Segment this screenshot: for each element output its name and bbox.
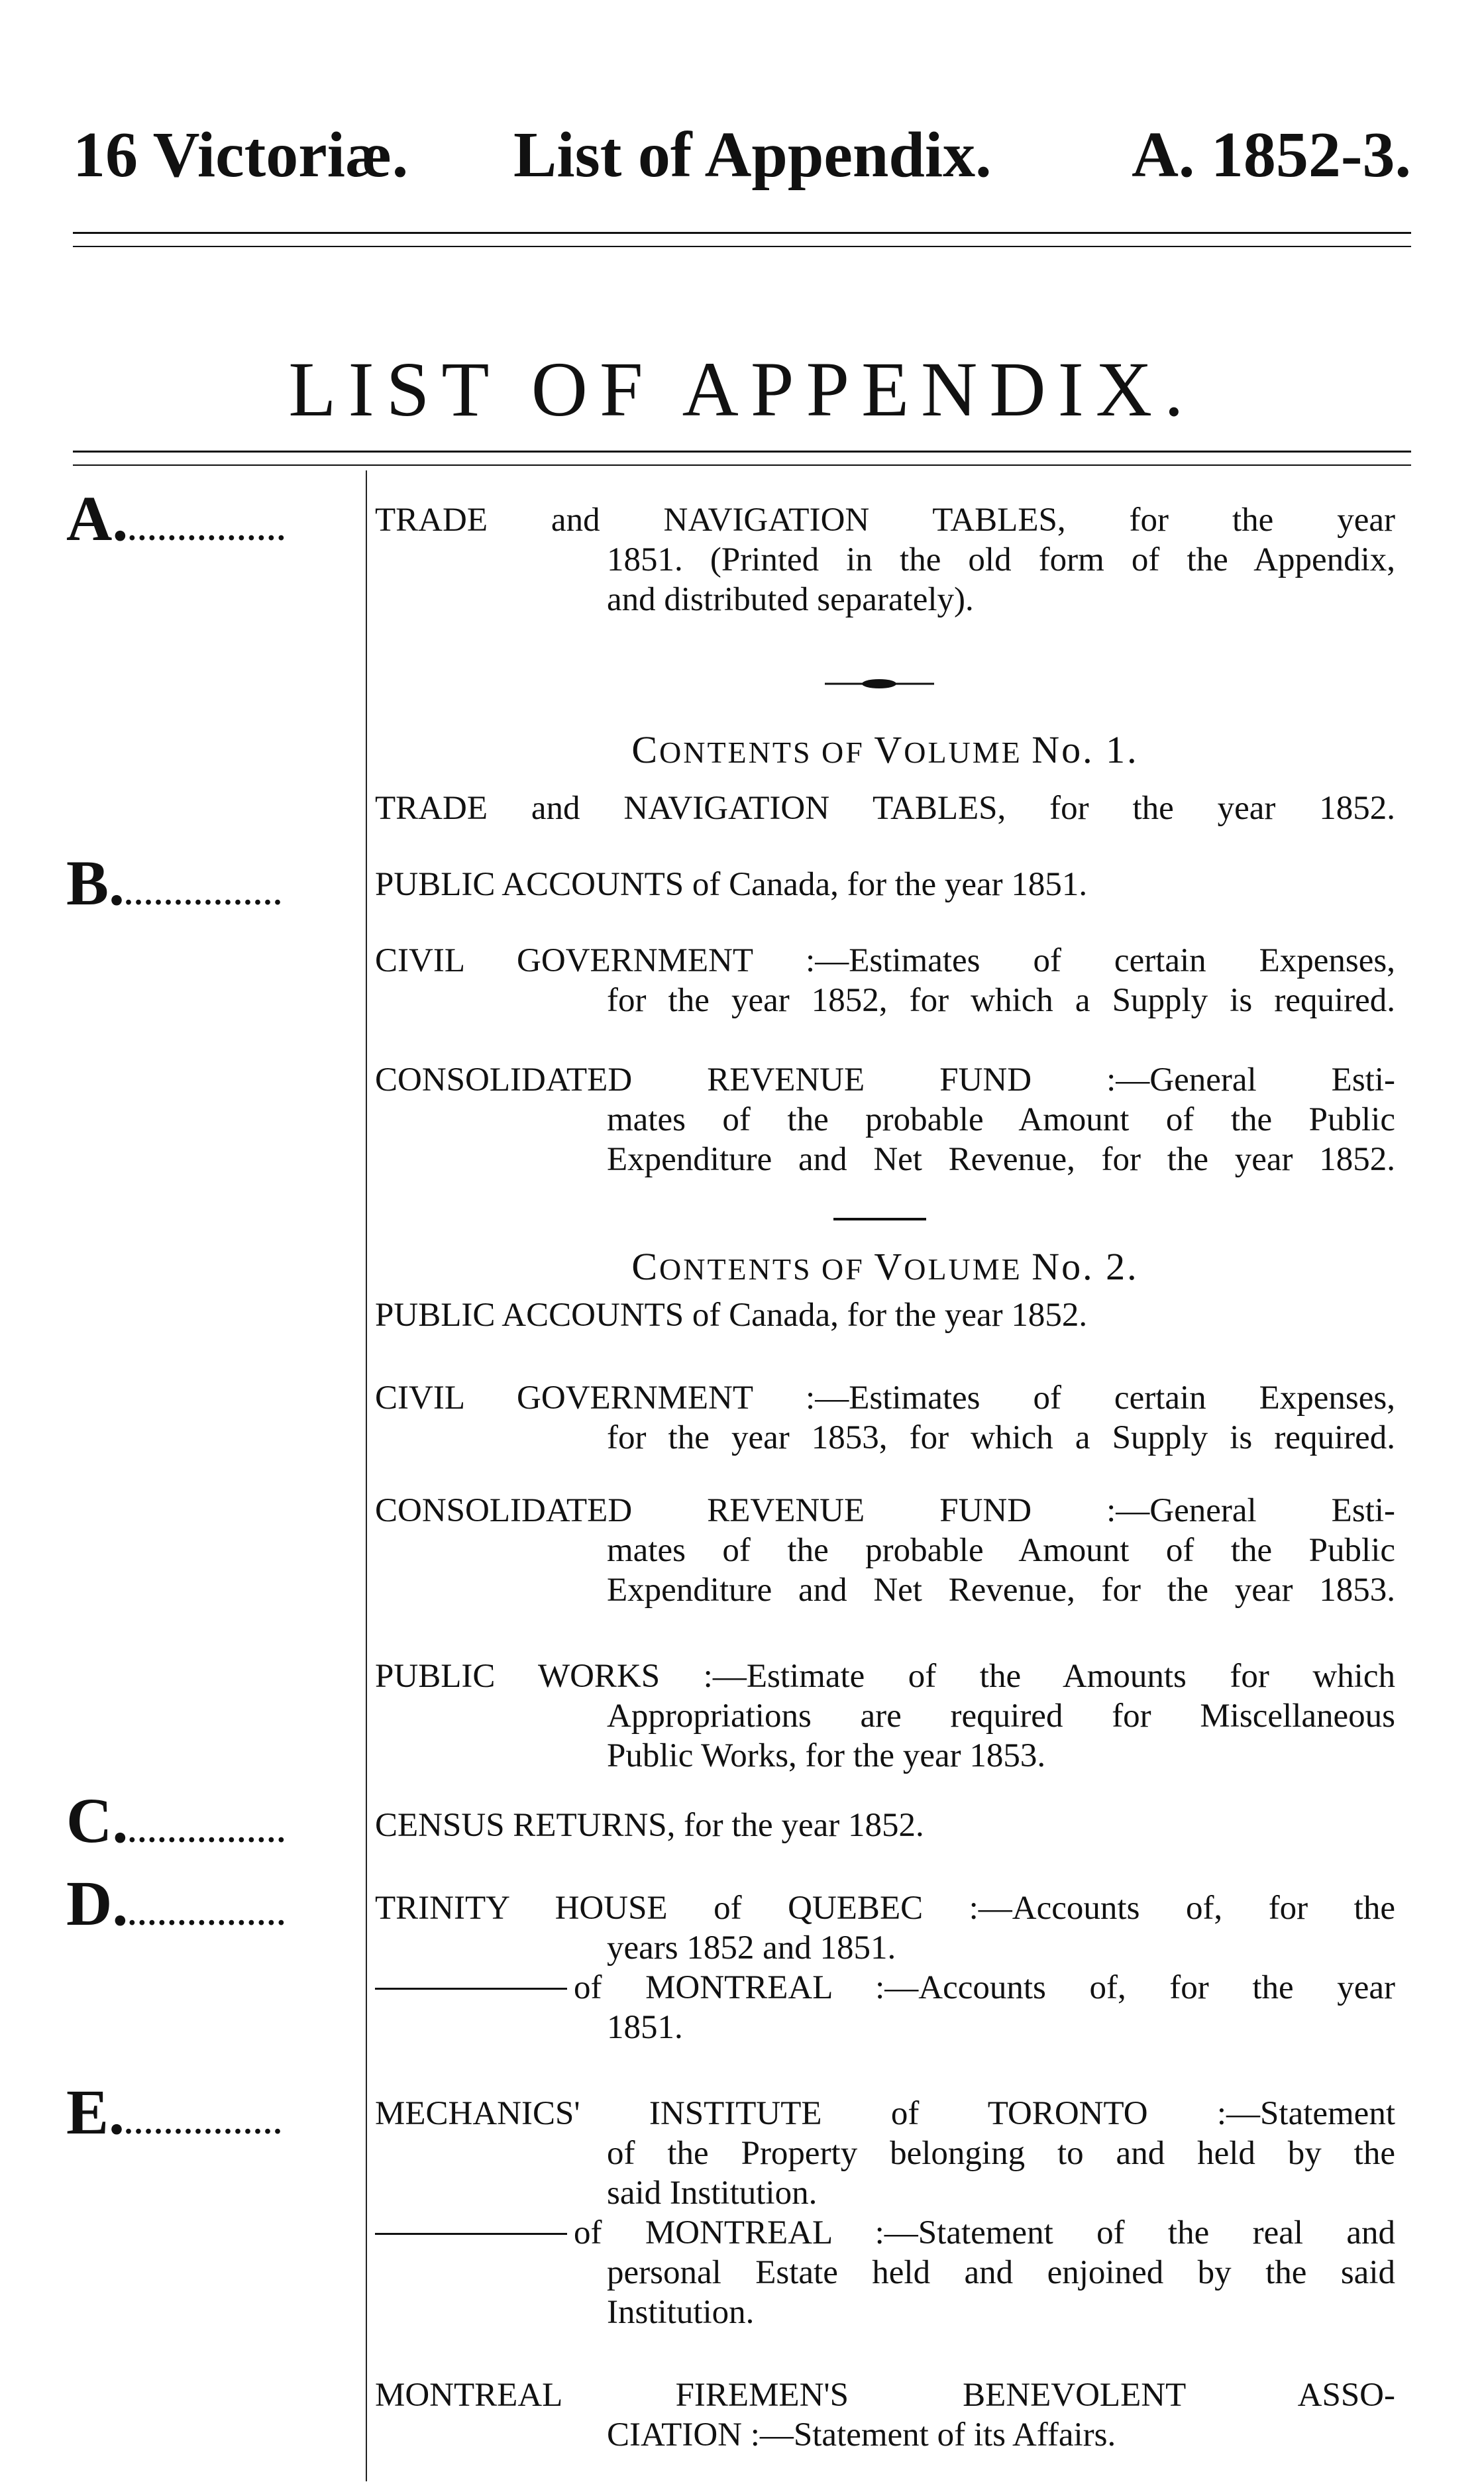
header-double-rule (73, 232, 1411, 247)
vol2-rest: ONTENTS OF (659, 1252, 874, 1286)
letter-a-leader: ................ (128, 512, 288, 547)
entry-d-trinity-house-montreal (375, 1968, 1395, 2047)
entry-b3-line-1: CONSOLIDATED REVENUE FUND :—General Esti- (375, 1061, 1395, 1099)
entry-vol1-trade-tables (375, 788, 1395, 828)
entry-e3-line-2: CIATION :—Statement of its Affairs. (607, 2416, 1116, 2454)
entry-b-civil-government-1853 (375, 1378, 1395, 1458)
letter-b-leader: ................ (125, 877, 284, 912)
entry-b-civil-government-1852 (375, 941, 1395, 1020)
ditto-dash (375, 1988, 567, 1990)
running-head-left: 16 Victoriæ. (73, 119, 409, 191)
section-short-rule (833, 1218, 926, 1220)
entry-e1-line-1: MECHANICS' INSTITUTE of TORONTO :—Statement (375, 2095, 1395, 2132)
vol1-c: C (631, 728, 659, 771)
entry-b1-line: PUBLIC ACCOUNTS of Canada, for the year 1851. (375, 866, 1088, 903)
appendix-letter-b (66, 847, 284, 918)
entry-b2-line-2: for the year 1852, for which a Supply is required. (607, 982, 1395, 1019)
entry-b6-line-2: mates of the probable Amount of the Public (607, 1532, 1395, 1569)
entry-d2-line-1: of MONTREAL :—Accounts of, for the year (574, 1969, 1395, 2006)
entry-b5-line-2: for the year 1853, for which a Supply is required. (607, 1419, 1395, 1456)
entry-c-census-returns (375, 1806, 1395, 1845)
entry-b6-line-3: Expenditure and Net Revenue, for the year 1853. (607, 1572, 1395, 1609)
vol1-vrest: OLUME (904, 735, 1032, 769)
entry-b3-line-2: mates of the probable Amount of the Public (607, 1101, 1395, 1138)
entry-e-firemen-association (375, 2375, 1395, 2455)
entry-b-consolidated-revenue-1853 (375, 1491, 1395, 1610)
entry-d2-line-1-wrap (375, 1968, 1395, 2008)
entry-a-line-3: and distributed separately). (607, 581, 974, 618)
entry-a-line-1: TRADE and NAVIGATION TABLES, for the year (375, 502, 1395, 539)
entry-b3-line-3: Expenditure and Net Revenue, for the year 1852. (607, 1141, 1395, 1178)
contents-volume-2-heading (375, 1244, 1395, 1289)
entry-b6-line-1: CONSOLIDATED REVENUE FUND :—General Esti- (375, 1492, 1395, 1529)
entry-e1-line-2: of the Property belonging to and held by the (607, 2135, 1395, 2172)
letter-c-leader: ................ (128, 1814, 288, 1849)
running-head-center: List of Appendix. (513, 119, 992, 191)
title-double-rule (73, 451, 1411, 466)
ditto-dash (375, 2233, 567, 2235)
entry-b7-line-1: PUBLIC WORKS :—Estimate of the Amounts for which (375, 1658, 1395, 1695)
entry-d-trinity-house-quebec (375, 1888, 1395, 1968)
entry-e3-line-1: MONTREAL FIREMEN'S BENEVOLENT ASSO- (375, 2377, 1395, 2414)
entry-e1-line-3: said Institution. (607, 2175, 818, 2212)
entry-a-line-2: 1851. (Printed in the old form of the Appendix, (607, 541, 1395, 578)
entry-d1-line-1: TRINITY HOUSE of QUEBEC :—Accounts of, for the (375, 1890, 1395, 1927)
running-head-right: A. 1852-3. (1132, 119, 1411, 191)
vol1-v: V (874, 728, 904, 771)
column-divider (366, 470, 367, 2481)
entry-e2-line-1: of MONTREAL :—Statement of the real and (574, 2214, 1395, 2251)
vol1-trade-line: TRADE and NAVIGATION TABLES, for the year 1852. (375, 790, 1395, 827)
entry-e-mechanics-montreal (375, 2213, 1395, 2332)
entry-b5-line-1: CIVIL GOVERNMENT :—Estimates of certain Expenses, (375, 1379, 1395, 1417)
entry-e2-line-3: Institution. (607, 2294, 755, 2331)
letter-d-text: D. (66, 1868, 129, 1939)
entry-e2-line-2: personal Estate held and enjoined by the said (607, 2254, 1395, 2291)
vol2-c: C (631, 1245, 659, 1288)
vol2-no: No. 2. (1032, 1245, 1139, 1288)
contents-volume-1-heading (375, 728, 1395, 772)
entry-c1-line: CENSUS RETURNS, for the year 1852. (375, 1807, 924, 1844)
entry-b-public-works-1853 (375, 1656, 1395, 1776)
letter-e-text: E. (66, 2077, 125, 2147)
appendix-letter-d (66, 1868, 288, 1939)
entry-b2-line-1: CIVIL GOVERNMENT :—Estimates of certain Expenses, (375, 942, 1395, 979)
entry-b-public-accounts-1851 (375, 865, 1395, 904)
vol2-v: V (874, 1245, 904, 1288)
entry-b7-line-2: Appropriations are required for Miscellaneous (607, 1698, 1395, 1735)
appendix-letter-a (66, 483, 288, 554)
letter-c-text: C. (66, 1785, 129, 1856)
appendix-letter-e (66, 2077, 284, 2147)
letter-a-text: A. (66, 483, 129, 554)
letter-e-leader: ................ (125, 2106, 284, 2141)
entry-e-mechanics-toronto (375, 2094, 1395, 2213)
appendix-letter-c (66, 1785, 288, 1856)
letter-b-text: B. (66, 847, 125, 918)
entry-a-trade-tables (375, 500, 1395, 620)
ornament-divider (825, 677, 934, 690)
entry-d1-line-2: years 1852 and 1851. (607, 1929, 896, 1967)
entry-b-public-accounts-1852 (375, 1295, 1395, 1335)
entry-b-consolidated-revenue-1852 (375, 1060, 1395, 1179)
entry-b7-line-3: Public Works, for the year 1853. (607, 1737, 1046, 1774)
letter-d-leader: ................ (128, 1897, 288, 1932)
vol1-no: No. 1. (1032, 728, 1139, 771)
entry-e2-line-1-wrap (375, 2213, 1395, 2253)
vol2-vrest: OLUME (904, 1252, 1032, 1286)
page-title: LIST OF APPENDIX. (288, 346, 1196, 433)
entry-d2-line-2: 1851. (607, 2009, 683, 2046)
running-head (73, 118, 1411, 191)
vol1-rest: ONTENTS OF (659, 735, 874, 769)
entry-b4-line: PUBLIC ACCOUNTS of Canada, for the year 1852. (375, 1297, 1088, 1334)
